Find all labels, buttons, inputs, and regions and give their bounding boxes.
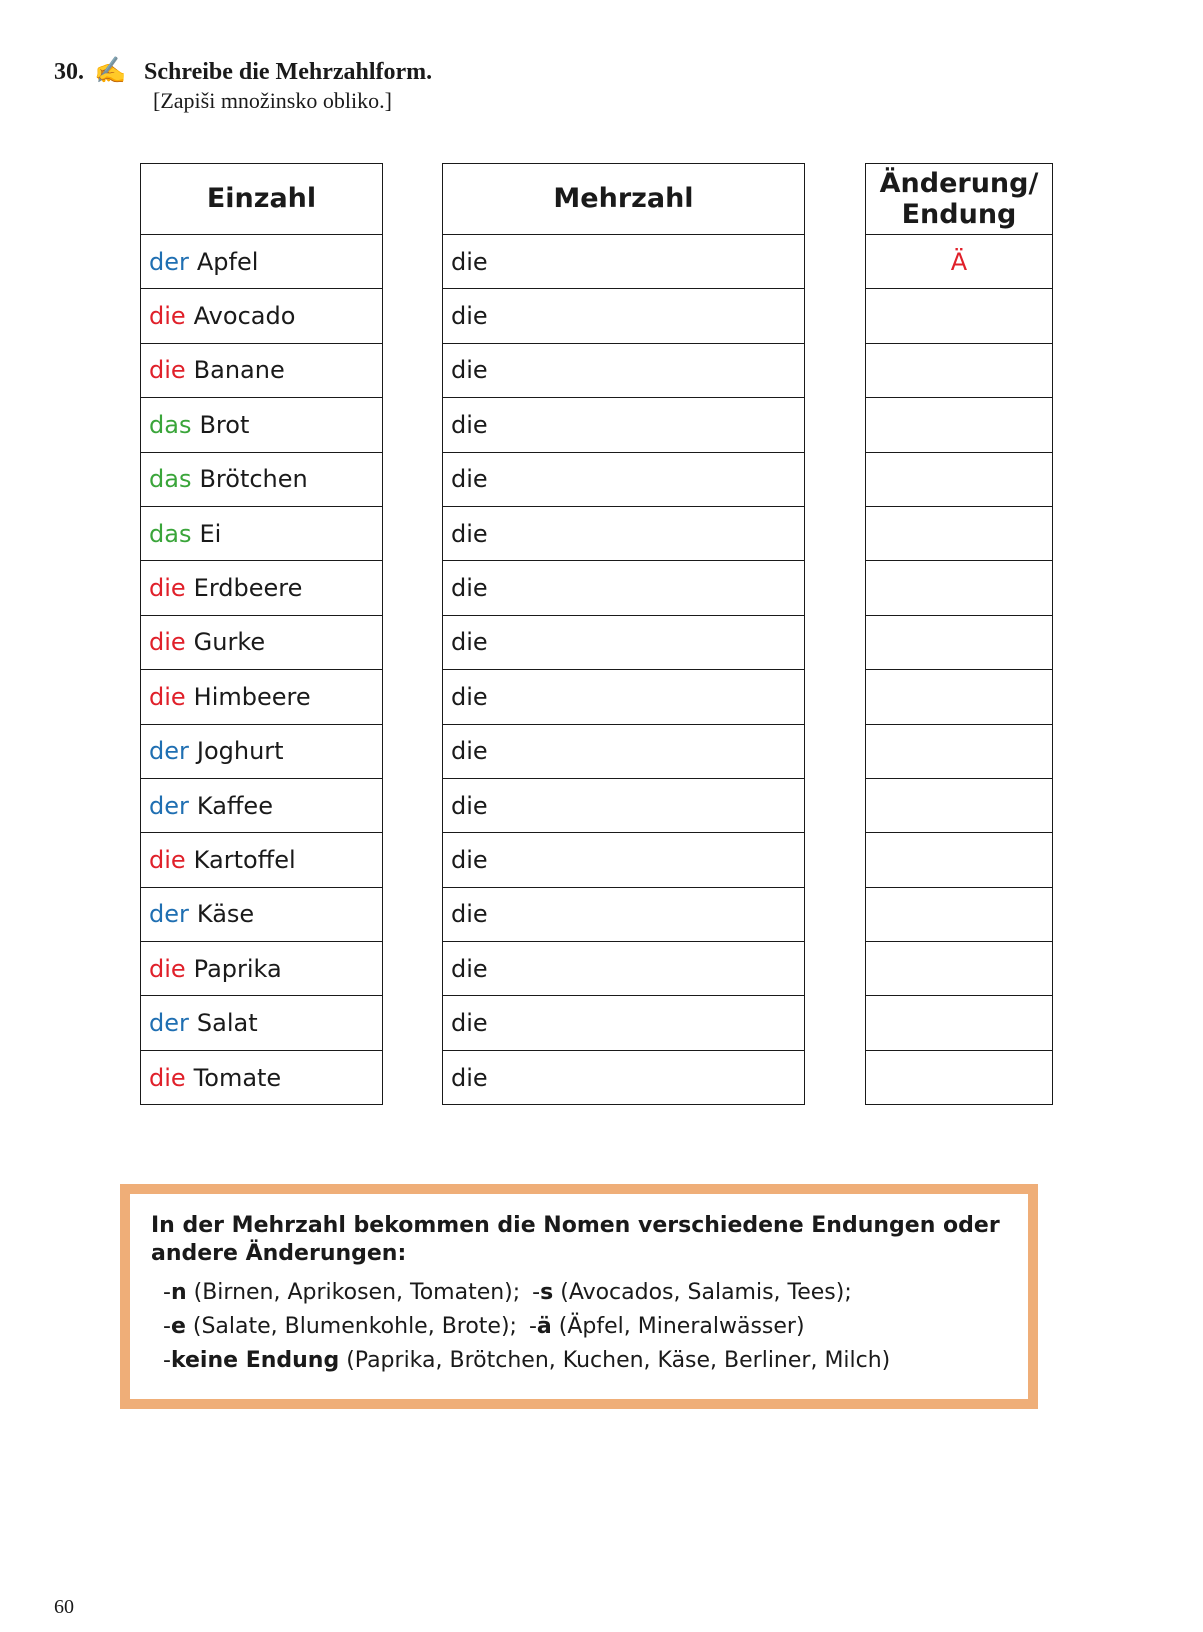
examples: (Salate, Blumenkohle, Brote);: [192, 1314, 517, 1339]
exercise-header: [54, 56, 432, 114]
article: das: [149, 519, 192, 548]
article: die: [149, 628, 186, 657]
article: die: [149, 682, 186, 711]
plural-article: die: [451, 737, 488, 766]
grammar-rule-box: [120, 1184, 1038, 1409]
einzahl-cell: [141, 561, 382, 615]
article: die: [149, 302, 186, 331]
article: die: [149, 1063, 186, 1092]
plural-article: die: [451, 410, 488, 439]
noun: Salat: [196, 1009, 258, 1038]
einzahl-cell: [141, 289, 382, 343]
mehrzahl-input-cell[interactable]: [443, 888, 804, 942]
mehrzahl-input-cell[interactable]: [443, 779, 804, 833]
article: die: [149, 574, 186, 603]
aenderung-input-cell[interactable]: [866, 398, 1052, 452]
mehrzahl-input-cell[interactable]: [443, 289, 804, 343]
article: der: [149, 1009, 189, 1038]
suffix: s: [540, 1280, 554, 1305]
article: die: [149, 356, 186, 385]
plural-article: die: [451, 628, 488, 657]
noun: Käse: [196, 900, 255, 929]
einzahl-cell: [141, 344, 382, 398]
mehrzahl-column: [442, 163, 805, 1105]
aenderung-input-cell[interactable]: [866, 344, 1052, 398]
noun: Brötchen: [199, 465, 308, 494]
plural-article: die: [451, 954, 488, 983]
mehrzahl-input-cell[interactable]: [443, 996, 804, 1050]
einzahl-cell: [141, 616, 382, 670]
mehrzahl-input-cell[interactable]: [443, 235, 804, 289]
suffix: ä: [536, 1314, 552, 1339]
article: der: [149, 900, 189, 929]
plural-article: die: [451, 519, 488, 548]
noun: Himbeere: [193, 682, 311, 711]
noun: Brot: [199, 410, 250, 439]
noun: Banane: [193, 356, 285, 385]
mehrzahl-input-cell[interactable]: [443, 507, 804, 561]
einzahl-cell: [141, 996, 382, 1050]
mehrzahl-input-cell[interactable]: [443, 942, 804, 996]
mehrzahl-input-cell[interactable]: [443, 398, 804, 452]
exercise-subtitle: [Zapiši množinsko obliko.]: [153, 88, 392, 113]
article: das: [149, 465, 192, 494]
plural-article: die: [451, 845, 488, 874]
aenderung-input-cell[interactable]: [866, 561, 1052, 615]
plural-article: die: [451, 302, 488, 331]
aenderung-input-cell[interactable]: [866, 833, 1052, 887]
einzahl-cell: [141, 942, 382, 996]
noun: Kaffee: [196, 791, 273, 820]
aenderung-input-cell[interactable]: [866, 942, 1052, 996]
suffix: e: [170, 1314, 186, 1339]
plural-article: die: [451, 1063, 488, 1092]
suffix: keine Endung: [170, 1348, 340, 1373]
mehrzahl-input-cell[interactable]: [443, 725, 804, 779]
writing-hand-icon: ✍: [94, 56, 127, 85]
einzahl-cell: [141, 888, 382, 942]
noun: Avocado: [193, 302, 296, 331]
plural-article: die: [451, 791, 488, 820]
article: das: [149, 410, 192, 439]
mehrzahl-input-cell[interactable]: [443, 616, 804, 670]
aenderung-input-cell[interactable]: [866, 616, 1052, 670]
plural-article: die: [451, 900, 488, 929]
aenderung-input-cell[interactable]: [866, 996, 1052, 1050]
article: der: [149, 737, 189, 766]
plural-article: die: [451, 1009, 488, 1038]
mehrzahl-input-cell[interactable]: [443, 833, 804, 887]
noun: Joghurt: [196, 737, 284, 766]
einzahl-cell: [141, 453, 382, 507]
exercise-number: 30.: [54, 59, 84, 85]
aenderung-input-cell[interactable]: [866, 1051, 1052, 1105]
mehrzahl-header: Mehrzahl: [443, 164, 804, 235]
noun: Kartoffel: [193, 845, 296, 874]
article: der: [149, 247, 189, 276]
plural-article: die: [451, 356, 488, 385]
rule-intro: In der Mehrzahl bekommen die Nomen verschiedene Endungen oder andere Änderungen:: [151, 1213, 1000, 1266]
examples: (Avocados, Salamis, Tees);: [560, 1280, 852, 1305]
aenderung-input-cell[interactable]: [866, 235, 1052, 289]
einzahl-cell: [141, 507, 382, 561]
plural-article: die: [451, 465, 488, 494]
mehrzahl-input-cell[interactable]: [443, 561, 804, 615]
aenderung-header: Änderung/ Endung: [866, 164, 1052, 235]
noun: Tomate: [193, 1063, 282, 1092]
aenderung-input-cell[interactable]: [866, 453, 1052, 507]
aenderung-column: [865, 163, 1053, 1105]
noun: Erdbeere: [193, 574, 303, 603]
page-number: 60: [54, 1596, 74, 1618]
noun: Gurke: [193, 628, 266, 657]
aenderung-input-cell[interactable]: [866, 670, 1052, 724]
examples: (Äpfel, Mineralwässer): [558, 1314, 805, 1339]
noun: Paprika: [193, 954, 282, 983]
article: die: [149, 845, 186, 874]
einzahl-cell: [141, 1051, 382, 1105]
einzahl-cell: [141, 833, 382, 887]
einzahl-cell: [141, 398, 382, 452]
exercise-title: Schreibe die Mehrzahlform.: [144, 59, 433, 85]
einzahl-header: Einzahl: [141, 164, 382, 235]
noun: Apfel: [196, 247, 259, 276]
plural-article: die: [451, 247, 488, 276]
plural-article: die: [451, 574, 488, 603]
change-marker: Ä: [950, 247, 968, 276]
rule-line: -keine Endung (Paprika, Brötchen, Kuchen, Käse, Berliner, Milch): [163, 1348, 891, 1373]
examples: (Birnen, Aprikosen, Tomaten);: [193, 1280, 521, 1305]
rule-line: -e (Salate, Blumenkohle, Brote); -ä (Äpfel, Mineralwässer): [163, 1314, 805, 1339]
article: die: [149, 954, 186, 983]
mehrzahl-input-cell[interactable]: [443, 1051, 804, 1105]
einzahl-cell: [141, 670, 382, 724]
mehrzahl-input-cell[interactable]: [443, 453, 804, 507]
aenderung-input-cell[interactable]: [866, 507, 1052, 561]
aenderung-input-cell[interactable]: [866, 888, 1052, 942]
mehrzahl-input-cell[interactable]: [443, 670, 804, 724]
article: der: [149, 791, 189, 820]
rule-line: -n (Birnen, Aprikosen, Tomaten); -s (Avocados, Salamis, Tees);: [163, 1280, 852, 1305]
einzahl-column: [140, 163, 383, 1105]
einzahl-cell: [141, 235, 382, 289]
einzahl-cell: [141, 779, 382, 833]
plural-article: die: [451, 682, 488, 711]
aenderung-input-cell[interactable]: [866, 725, 1052, 779]
einzahl-cell: [141, 725, 382, 779]
noun: Ei: [199, 519, 222, 548]
mehrzahl-input-cell[interactable]: [443, 344, 804, 398]
aenderung-input-cell[interactable]: [866, 779, 1052, 833]
aenderung-input-cell[interactable]: [866, 289, 1052, 343]
suffix: n: [170, 1280, 187, 1305]
examples: (Paprika, Brötchen, Kuchen, Käse, Berliner, Milch): [346, 1348, 891, 1373]
